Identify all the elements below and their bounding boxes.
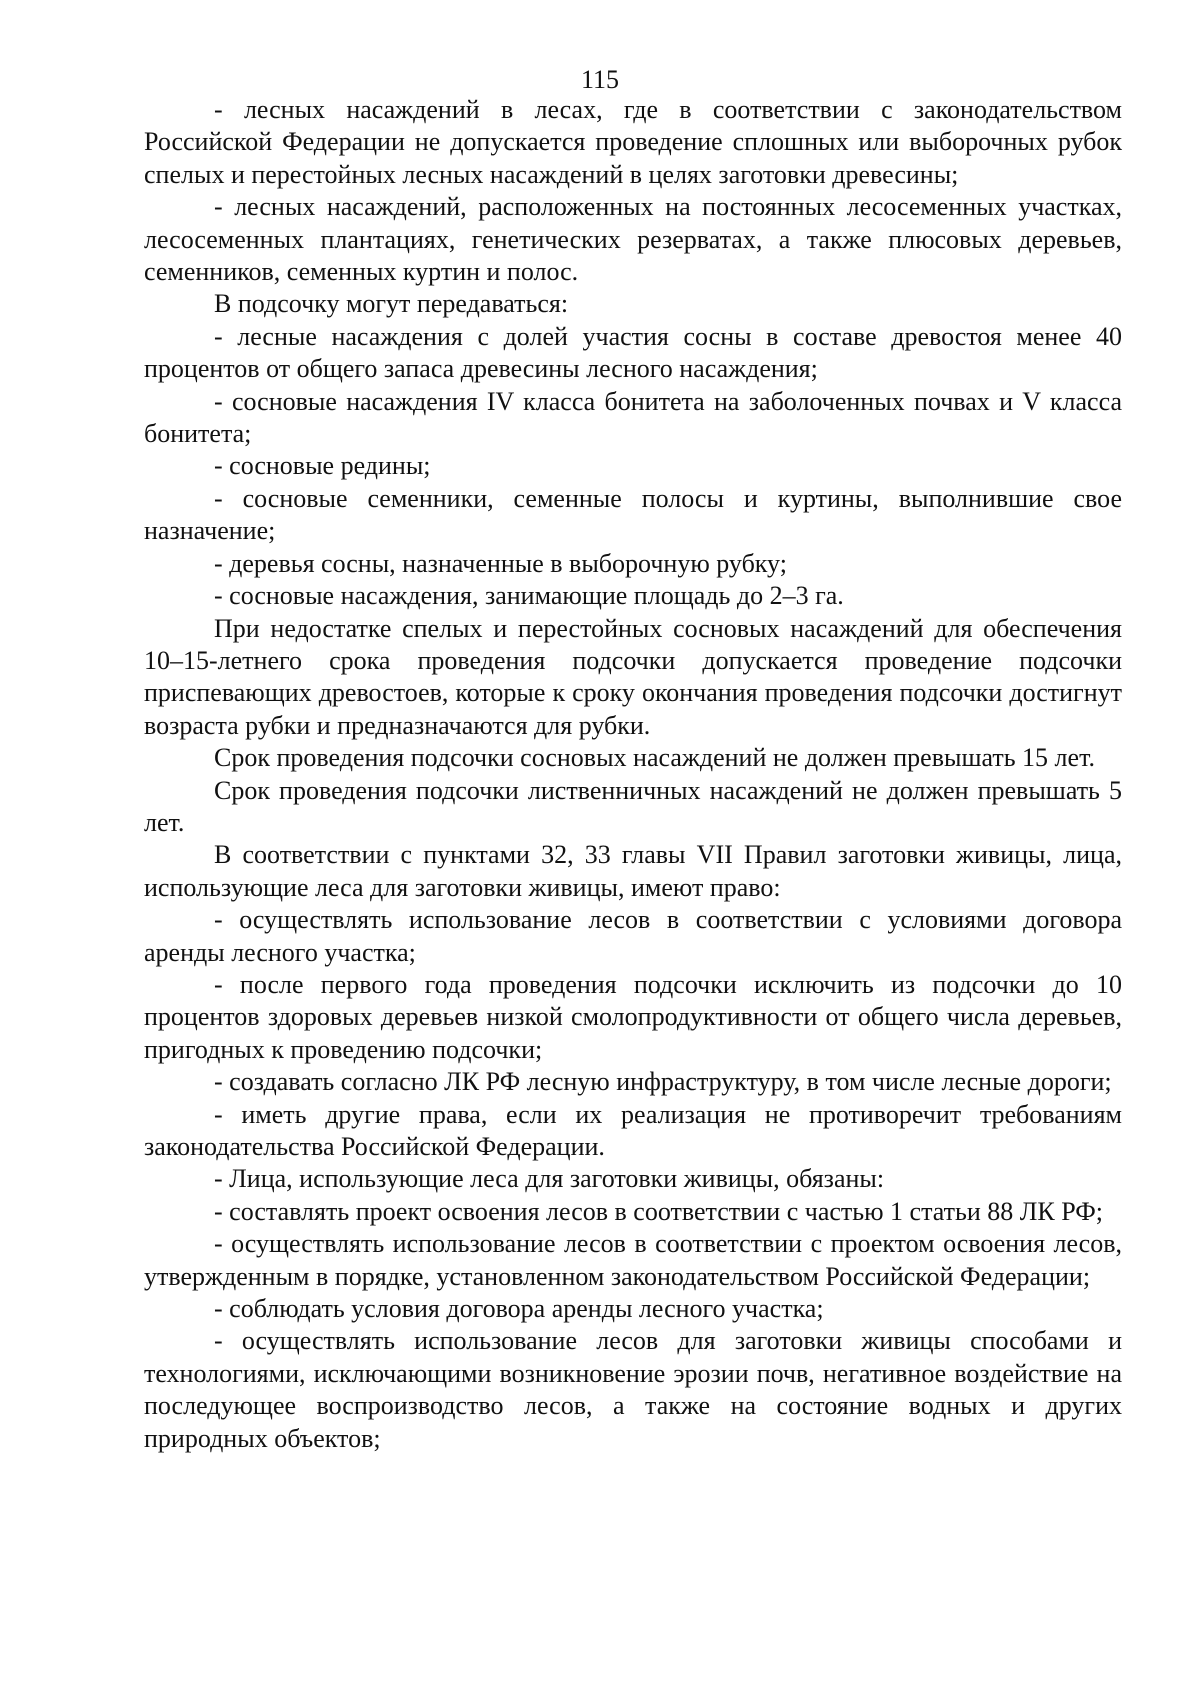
paragraph: - соблюдать условия договора аренды лесного участка;: [214, 1294, 824, 1324]
paragraph: - сосновые редины;: [214, 451, 431, 481]
paragraph: - осуществлять использование лесов в соответствии с условиями договора аренды лесного участка;: [144, 905, 1122, 967]
paragraph: В подсочку могут передаваться:: [214, 289, 569, 319]
paragraph: Срок проведения подсочки лиственничных насаждений не должен превышать 5 лет.: [144, 775, 1122, 837]
paragraph: - деревья сосны, назначенные в выборочную рубку;: [214, 548, 787, 578]
document-body: [144, 94, 1122, 1455]
page-number: 115: [580, 65, 620, 94]
paragraph: - сосновые насаждения IV класса бонитета на заболоченных почвах и V класса бонитета;: [144, 386, 1122, 449]
paragraph: - осуществлять использование лесов для заготовки живицы способами и технологиями, исключающими возникновение эрозии почв, негативное воздействие на последующее воспроизводство лесов, а также на состояние водных и других природных объектов;: [144, 1326, 1122, 1453]
paragraph: - осуществлять использование лесов в соответствии с проектом освоения лесов, утвержденным в порядке, установленном законодательством Российской Федерации;: [144, 1229, 1122, 1291]
paragraph: - иметь другие права, если их реализация не противоречит требованиям законодательства Российской Федерации.: [144, 1099, 1122, 1161]
paragraph: - сосновые насаждения, занимающие площадь до 2–3 га.: [214, 581, 844, 611]
paragraph: Срок проведения подсочки сосновых насаждений не должен превышать 15 лет.: [214, 743, 1095, 773]
paragraph: - лесные насаждения с долей участия сосны в составе древостоя менее 40 процентов от общего запаса древесины лесного насаждения;: [144, 321, 1122, 384]
paragraph: - составлять проект освоения лесов в соответствии с частью 1 статьи 88 ЛК РФ;: [214, 1196, 1104, 1226]
paragraph: При недостатке спелых и перестойных сосновых насаждений для обеспечения 10–15-летнего срока проведения подсочки допускается проведение подсочки приспевающих древостоев, которые к сроку окончания проведения подсочки достигнут возраста рубки и предназначаются для рубки.: [144, 613, 1122, 740]
paragraph: - создавать согласно ЛК РФ лесную инфраструктуру, в том числе лесные дороги;: [214, 1067, 1112, 1097]
paragraph: - лесных насаждений, расположенных на постоянных лесосеменных участках, лесосеменных плантациях, генетических резерватах, а также плюсовых деревьев, семенников, семенных куртин и полос.: [144, 192, 1122, 287]
paragraph: - сосновые семенники, семенные полосы и куртины, выполнившие свое назначение;: [144, 483, 1122, 546]
paragraph: - после первого года проведения подсочки исключить из подсочки до 10 процентов здоровых деревьев низкой смолопродуктивности от общего числа деревьев, пригодных к проведению подсочки;: [144, 969, 1122, 1064]
paragraph: - лесных насаждений в лесах, где в соответствии с законодательством Российской Федерации не допускается проведение сплошных или выборочных рубок спелых и перестойных лесных насаждений в целях заготовки древесины;: [144, 95, 1122, 189]
paragraph: - Лица, использующие леса для заготовки живицы, обязаны:: [214, 1164, 885, 1194]
paragraph: В соответствии с пунктами 32, 33 главы VII Правил заготовки живицы, лица, использующие леса для заготовки живицы, имеют право:: [144, 840, 1122, 902]
